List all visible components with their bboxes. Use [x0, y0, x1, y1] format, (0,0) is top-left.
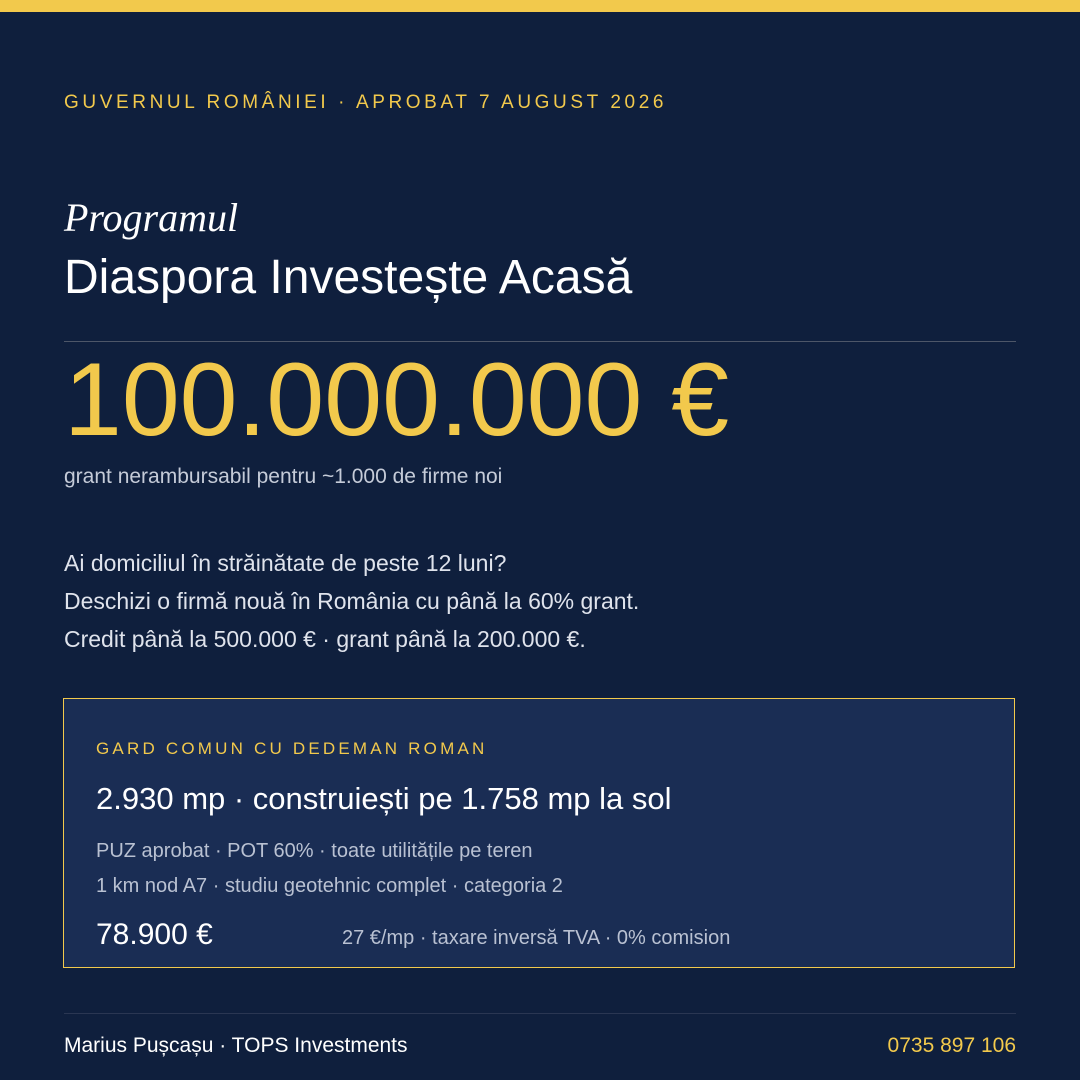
grant-amount-subtitle: grant nerambursabil pentru ~1.000 de firme noi: [64, 465, 503, 488]
intro-line: Ai domiciliul în străinătate de peste 12 luni?: [64, 550, 507, 576]
footer-divider: [64, 1013, 1016, 1014]
offer-terms: 27 €/mp · taxare inversă TVA · 0% comision: [342, 927, 731, 949]
offer-headline: 2.930 mp · construiești pe 1.758 mp la sol: [96, 781, 672, 816]
grant-amount: 100.000.000 €: [64, 342, 730, 458]
offer-eyebrow: GARD COMUN CU DEDEMAN ROMAN: [96, 739, 488, 758]
program-label: Programul: [64, 195, 239, 240]
intro-text: [64, 548, 639, 662]
footer-phone[interactable]: 0735 897 106: [887, 1034, 1016, 1057]
offer-detail: 1 km nod A7 · studiu geotehnic complet · categoria 2: [96, 875, 563, 897]
intro-line: Credit până la 500.000 € · grant până la 200.000 €.: [64, 626, 586, 652]
offer-card: [63, 698, 1015, 968]
offer-price: 78.900 €: [96, 918, 213, 951]
intro-line: Deschizi o firmă nouă în România cu până la 60% grant.: [64, 588, 640, 614]
program-name: Diaspora Investește Acasă: [64, 251, 633, 304]
top-accent-bar: [0, 0, 1080, 12]
offer-detail: PUZ aprobat · POT 60% · toate utilitățile pe teren: [96, 840, 533, 862]
footer-contact-name: Marius Pușcașu · TOPS Investments: [64, 1034, 408, 1057]
header-eyebrow: GUVERNUL ROMÂNIEI · APROBAT 7 AUGUST 2026: [64, 92, 668, 113]
